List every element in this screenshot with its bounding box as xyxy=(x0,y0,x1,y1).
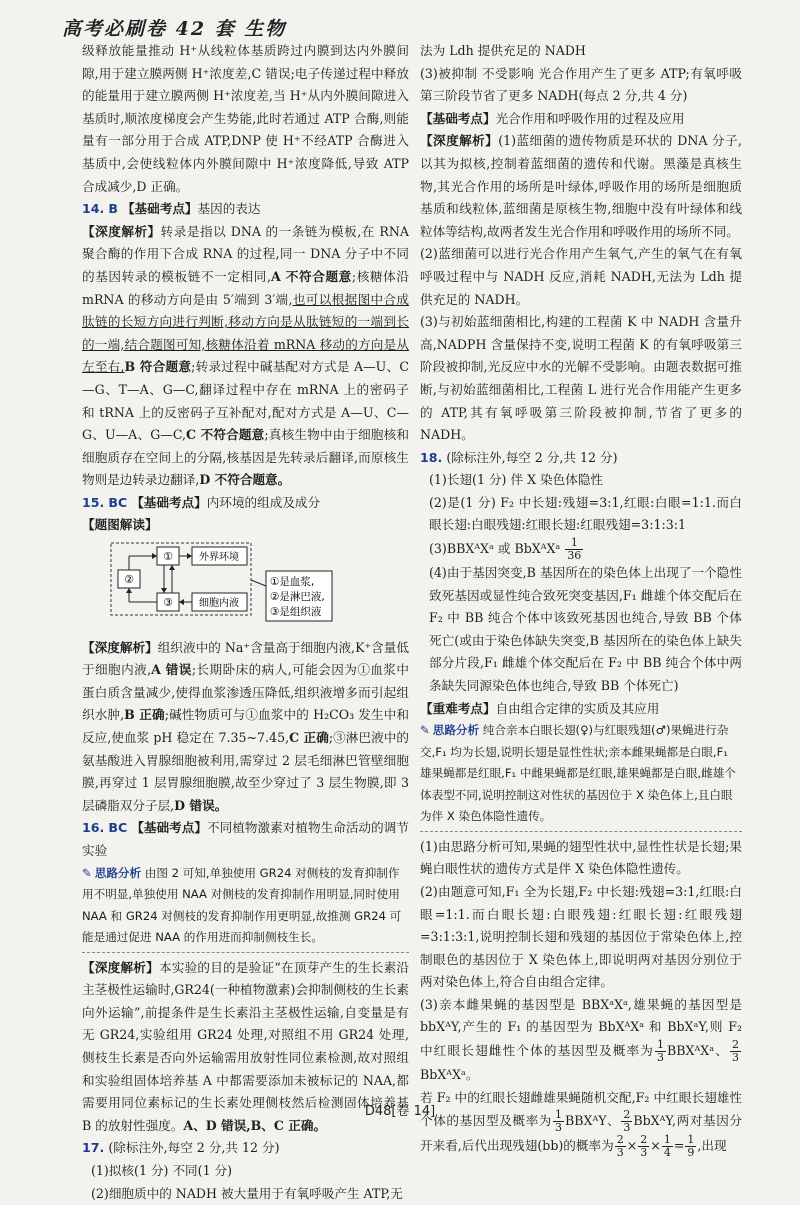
body-fluid-diagram xyxy=(108,540,338,626)
q18-part3 xyxy=(420,537,742,562)
fraction-numerator: 1 xyxy=(657,1038,665,1052)
fraction-denominator: 3 xyxy=(623,1121,631,1135)
q14-number: 14. xyxy=(82,201,105,217)
fraction-denominator: 3 xyxy=(657,1051,665,1065)
fraction-denominator: 3 xyxy=(555,1121,562,1135)
q17-scoring: (除标注外,每空 2 分,共 12 分) xyxy=(108,1140,280,1156)
q18-number: 18. xyxy=(420,449,443,465)
fraction-denominator: 4 xyxy=(663,1146,671,1160)
fraction-denominator: 3 xyxy=(732,1051,739,1065)
q18-text: ,出现 xyxy=(697,1138,727,1154)
q18-answer xyxy=(420,447,742,470)
q16-tag: 【基础考点】 xyxy=(131,820,208,836)
q14-underlined: 也可以根据图中合成肽链的长短方向进行判断,移动方向是从肽链短的一端到长的一端,结合题图可知,核糖体沿着 mRNA 移动的方向是从左至右, xyxy=(82,291,410,375)
fraction-numerator: 1 xyxy=(555,1108,562,1122)
fraction-numerator: 2 xyxy=(640,1133,648,1147)
q17-tag: 【基础考点】 xyxy=(420,110,496,126)
q13-continuation: 级释放能量推动 H⁺从线粒体基质跨过内膜到达内外膜间隙,用于建立膜两侧 H⁺浓度差,C 错误;电子传递过程中释放的能量用于建立膜两侧 H⁺浓度差,当 H⁺从内外膜间隙进入基质时,顺浓度梯度会产生势能,此时若通过 ATP 合酶,则能量有一部分用于合成 ATP,DNP 使 H⁺不经ATP 合酶进入基质中,会使线粒体内外膜间隙中 H⁺浓度降低,导致 ATP 合成减少,D 正确。 xyxy=(82,43,409,194)
q16-thinking-box xyxy=(82,863,409,953)
fraction-numerator: 1 xyxy=(687,1133,695,1147)
page-footer: D48[卷 14] xyxy=(364,1104,436,1119)
q18-genotype: BBXᴬY、 xyxy=(565,1113,621,1129)
q16-deep-tag: 【深度解析】 xyxy=(82,959,159,975)
q15-text: ;③淋巴液中的氨基酸进入胃腺细胞被利用,需穿过 2 层毛细淋巴管壁细胞膜,再穿过 1 层胃腺细胞膜,故至少穿过了 3 层生物膜,即 3 层磷脂双分子层, xyxy=(82,730,409,813)
fraction xyxy=(565,537,583,562)
q15-tag: 【基础考点】 xyxy=(131,494,207,510)
q16-verdict: A、D 错误,B、C 正确。 xyxy=(183,1117,327,1133)
q18-genotype: BbXᴬXᵃ。 xyxy=(420,1067,479,1083)
q15-text: ;长期卧床的病人,可能会因为①血浆中蛋白质含量减少,使得血浆渗透压降低,组织液增多而引起组织水肿, xyxy=(82,662,410,723)
q15-verdict: C 正确 xyxy=(289,730,329,746)
q15-deep-tag: 【深度解析】 xyxy=(82,639,158,655)
q18-genotype: BbXᴬY,两对基因分开来看,后代出现残翅(bb)的概率为 xyxy=(420,1113,743,1154)
fraction-denominator: 3 xyxy=(616,1146,624,1160)
diagram-label-3: ③ xyxy=(163,596,173,610)
q17-topic-line xyxy=(420,108,742,131)
q18-topic-line xyxy=(420,698,742,721)
q15-text: ;碱性物质可与①血浆中的 H₂CO₃ 发生中和反应,使血浆 pH 稳定在 7.35~7.45, xyxy=(82,707,410,746)
q16-number: 16. xyxy=(82,820,105,836)
q15-verdict: B 正确 xyxy=(124,707,165,723)
q17-part2: (2)细胞质中的 NADH 被大量用于有氧呼吸产生 ATP,无 xyxy=(91,1185,403,1201)
q14-explanation xyxy=(82,221,409,492)
diagram-cell-label: 细胞内液 xyxy=(199,598,239,610)
fraction-numerator: 1 xyxy=(663,1133,671,1147)
q17-explanation-1 xyxy=(420,130,742,243)
q17-number: 17. xyxy=(82,1140,105,1156)
q18-scoring: (除标注外,每空 2 分,共 12 分) xyxy=(446,449,618,465)
q15-verdict: D 错误。 xyxy=(174,797,228,813)
diagram-legend-3: ③是组织液 xyxy=(270,606,322,619)
fraction-denominator: 3 xyxy=(640,1146,648,1160)
fraction xyxy=(685,1134,696,1159)
fraction-numerator: 2 xyxy=(616,1133,624,1147)
q16-thinking-head: 思路分析 xyxy=(94,865,142,880)
q16-answer xyxy=(82,817,409,862)
right-column xyxy=(420,40,743,1160)
q14-verdict: B 符合题意 xyxy=(124,359,192,375)
q17-part3: (3)被抑制 不受影响 光合作用产生了更多 ATP;有氧呼吸第三阶段节省了更多 NADH(每点 2 分,共 4 分) xyxy=(420,65,742,104)
q17-deep-tag: 【深度解析】 xyxy=(420,133,499,149)
fraction xyxy=(615,1134,626,1159)
q18-thinking-head: 思路分析 xyxy=(432,723,480,738)
q14-deep-tag: 【深度解析】 xyxy=(82,223,161,239)
q16-topic: 不同植物激素对植物生命活动的调节实验 xyxy=(82,820,410,858)
q14-text: ;转录过程中碱基配对方式是 A—U、C—G、T—A、G—C,翻译过程中存在 mRNA 上的密码子和 tRNA 上的反密码子互补配对,配对方式是 A—U、C—G、U—A、G—C, xyxy=(82,359,410,443)
q18-explanation-4: 若 F₂ 中的红眼长翅雌雄果蝇随机交配,F₂ 中红眼长翅雄性个体的基因型及概率为 $\frac{1}{3}$ BBXᴬY、 $\frac{2}{3}$ BbXᴬY,两对基因分开来看,后代出现残翅(bb)的概率为 $\frac{2}{3}$ × $\frac{2}{3}$ × $\frac{1}{4}$ = $\frac{1}{9}$ ,出现 xyxy=(420,1089,743,1160)
diagram-env-label: 外界环境 xyxy=(199,552,239,564)
q18-thinking-box xyxy=(420,720,742,832)
fraction-denominator: 9 xyxy=(687,1146,695,1160)
q18-explanation-3 xyxy=(420,994,742,1087)
q18-part3-text: (3)BBXᴬXᵃ 或 BbXᴬXᵃ xyxy=(429,541,561,557)
q16-choice: BC xyxy=(108,820,128,836)
fraction-numerator: 2 xyxy=(732,1038,739,1052)
q18-explanation-2: (2)由题意可知,F₁ 全为长翅,F₂ 中长翅:残翅=3:1,红眼:白眼=1:1.而白眼长翅:白眼残翅:红眼长翅:红眼残翅=3:1:3:1,说明控制长翅和残翅的基因位于常染色体上,控制眼色的基因位于 X 染色体上,即说明两对基因分别位于两对染色体上,符合自由组合定律。 xyxy=(420,883,742,990)
q18-explanation-1: (1)由思路分析可知,果蝇的翅型性状中,显性性状是长翅;果蝇白眼性状的遗传方式是伴 X 染色体隐性遗传。 xyxy=(420,838,742,877)
diagram-legend-1: ①是血浆, xyxy=(270,576,315,589)
fraction-numerator: 2 xyxy=(623,1108,631,1122)
q17-part1: (1)拟核(1 分) 不同(1 分) xyxy=(91,1162,233,1178)
q16-thinking-text: 由图 2 可知,单独使用 GR24 对侧枝的发育抑制作用不明显,单独使用 NAA 对侧枝的发育抑制作用明显,同时使用 NAA 和 GR24 对侧枝的发育抑制作用更明显,故推测 GR24 可能是通过促进 NAA 的作用进而抑制侧枝生长。 xyxy=(82,865,402,945)
q18-part1: (1)长翅(1 分) 伴 X 染色体隐性 xyxy=(429,472,604,488)
q14-text: ;真核生物中由于细胞核和细胞质存在空间上的分隔,核基因是先转录后翻译,而原核生物则是边转录边翻译, xyxy=(82,427,409,488)
q15-number: 15. xyxy=(82,494,105,510)
diagram-label-2: ② xyxy=(124,573,134,587)
q15-verdict: A 错误 xyxy=(151,662,192,678)
q17-text: (1)蓝细菌的遗传物质是环状的 DNA 分子,以其为拟核,控制着蓝细菌的遗传和代谢。黑藻是真核生物,其光合作用的场所是叶绿体,呼吸作用的场所是细胞质基质和线粒体,蓝细菌是原核生物,细胞中没有叶绿体和线粒体等结构,故两者发生光合作用和呼吸作用的场所不同。 xyxy=(420,133,742,239)
q17-answer xyxy=(82,1137,409,1160)
q14-text: 转录是指以 DNA 的一条链为模板,在 RNA 聚合酶的作用下合成 RNA 的过程,同一 DNA 分子中不同的基因转录的模板链不一定相同, xyxy=(82,223,410,284)
q17-explanation-2: (2)蓝细菌可以进行光合作用产生氧气,产生的氧气在有氧呼吸过程中与 NADH 反应,消耗 NADH,无法为 Ldh 提供充足的 NADH。 xyxy=(420,246,742,307)
fraction-denominator: 36 xyxy=(567,549,582,563)
q18-part2: (2)是(1 分) F₂ 中长翅:残翅=3:1,红眼:白眼=1:1.而白眼长翅:白眼残翅:红眼长翅:红眼残翅=3:1:3:1 xyxy=(429,494,742,533)
q14-verdict: C 不符合题意 xyxy=(186,427,265,443)
page-header: 高考必刷卷 42 套 生物 xyxy=(62,18,287,40)
q18-text: 若 F₂ 中的红眼长翅雌雄果蝇随机交配,F₂ 中红眼长翅雄性个体的基因型及概率为 xyxy=(420,1089,742,1129)
q15-topic: 内环境的组成及成分 xyxy=(206,494,321,510)
q14-choice: B xyxy=(108,201,118,217)
q17-explanation-3: (3)与初始蓝细菌相比,构建的工程菌 K 中 NADH 含量升高,NADPH 含量保持不变,说明工程菌 K 的有氧呼吸第三阶段被抑制,光反应中水的光解不受影响。由题表数据可推断,与初始蓝细菌相比,工程菌 L 进行光合作用能产生更多的 ATP,其有氧呼吸第三阶段被抑制,节省了更多的 NADH。 xyxy=(420,314,742,443)
q15-text: 组织液中的 Na⁺含量高于细胞内液,K⁺含量低于细胞内液, xyxy=(82,639,409,678)
q15-choice: BC xyxy=(108,494,128,510)
q14-verdict: D 不符合题意。 xyxy=(199,472,291,488)
q15-explanation xyxy=(82,637,409,818)
pen-icon: ✎ xyxy=(420,723,430,738)
q18-thinking-text: 纯合亲本白眼长翅(♀)与红眼残翅(♂)果蝇进行杂交,F₁ 均为长翅,说明长翅是显性性状;亲本雌果蝇都是白眼,F₁ 雄果蝇都是红眼,F₁ 中雌果蝇都是红眼,雄果蝇都是白眼,雌雄个体表型不同,说明控制这对性状的基因位于 X 染色体上,且白眼为伴 X 染色体隐性遗传。 xyxy=(420,723,736,824)
fraction xyxy=(655,1039,666,1064)
fraction-numerator: 1 xyxy=(565,537,583,550)
q14-text: ;核糖体沿mRNA 的移动方向是由 5′端到 3′端, xyxy=(82,268,409,307)
fraction xyxy=(730,1039,741,1064)
q18-topic: 自由组合定律的实质及其应用 xyxy=(495,700,660,716)
q17-part2-cont: 法为 Ldh 提供充足的 NADH xyxy=(420,43,586,58)
q16-text: 本实验的目的是验证“在顶芽产生的生长素沿主茎极性运输时,GR24(一种植物激素)会抑制侧枝的生长素向外运输”,前提条件是生长素沿主茎极性运输,自变量是有无 GR24,实验组用 GR24 处理,对照组不用 GR24 处理,侧枝生长素是否向外运输需用放射性同位素检测,故对照组和实验组固体培养基 A 中都需要添加未被标记的 NAA,都需要用同位素标记的生长素处理侧枝然后检测固体培养基 B 的放射性强度。 xyxy=(82,959,409,1133)
q15-diagram-tag: 【题图解读】 xyxy=(82,517,158,533)
diagram-label-1: ① xyxy=(163,550,173,564)
q18-tag: 【重难考点】 xyxy=(420,700,496,716)
q17-topic: 光合作用和呼吸作用的过程及应用 xyxy=(495,110,685,126)
q18-part4: (4)由于基因突变,B 基因所在的染色体上出现了一个隐性致死基因或显性纯合致死突变基因,F₁ 雌雄个体交配后在 F₂ 中 BB 纯合个体中该致死基因也纯合,导致 BB 个体死亡(或由于染色体缺失突变,B 基因所在的染色体上缺失部分片段,F₁ 雌雄个体交配后在 F₂ 中 BB 纯合个体中两条缺失同源染色体也纯合,导致 BB 个体死亡) xyxy=(429,565,742,694)
q14-answer xyxy=(82,198,409,221)
q14-topic: 基因的表达 xyxy=(197,201,261,217)
fraction xyxy=(638,1134,649,1159)
pen-icon: ✎ xyxy=(82,865,92,880)
q18-text: (3)亲本雌果蝇的基因型是 BBXᵃXᵃ,雄果蝇的基因型是 bbXᴬY,产生的 F₁ 的基因型为 BbXᴬXᵃ 和 BbXᵃY,则 F₂ 中红眼长翅雌性个体的基因型及概率为 xyxy=(420,996,742,1059)
q14-tag: 【基础考点】 xyxy=(121,201,198,217)
q15-answer xyxy=(82,492,409,515)
q18-genotype: BBXᴬXᵃ、 xyxy=(667,1043,729,1059)
diagram-legend-2: ②是淋巴液, xyxy=(270,591,325,604)
fraction xyxy=(662,1134,673,1159)
q14-verdict: A 不符合题意 xyxy=(271,268,352,284)
